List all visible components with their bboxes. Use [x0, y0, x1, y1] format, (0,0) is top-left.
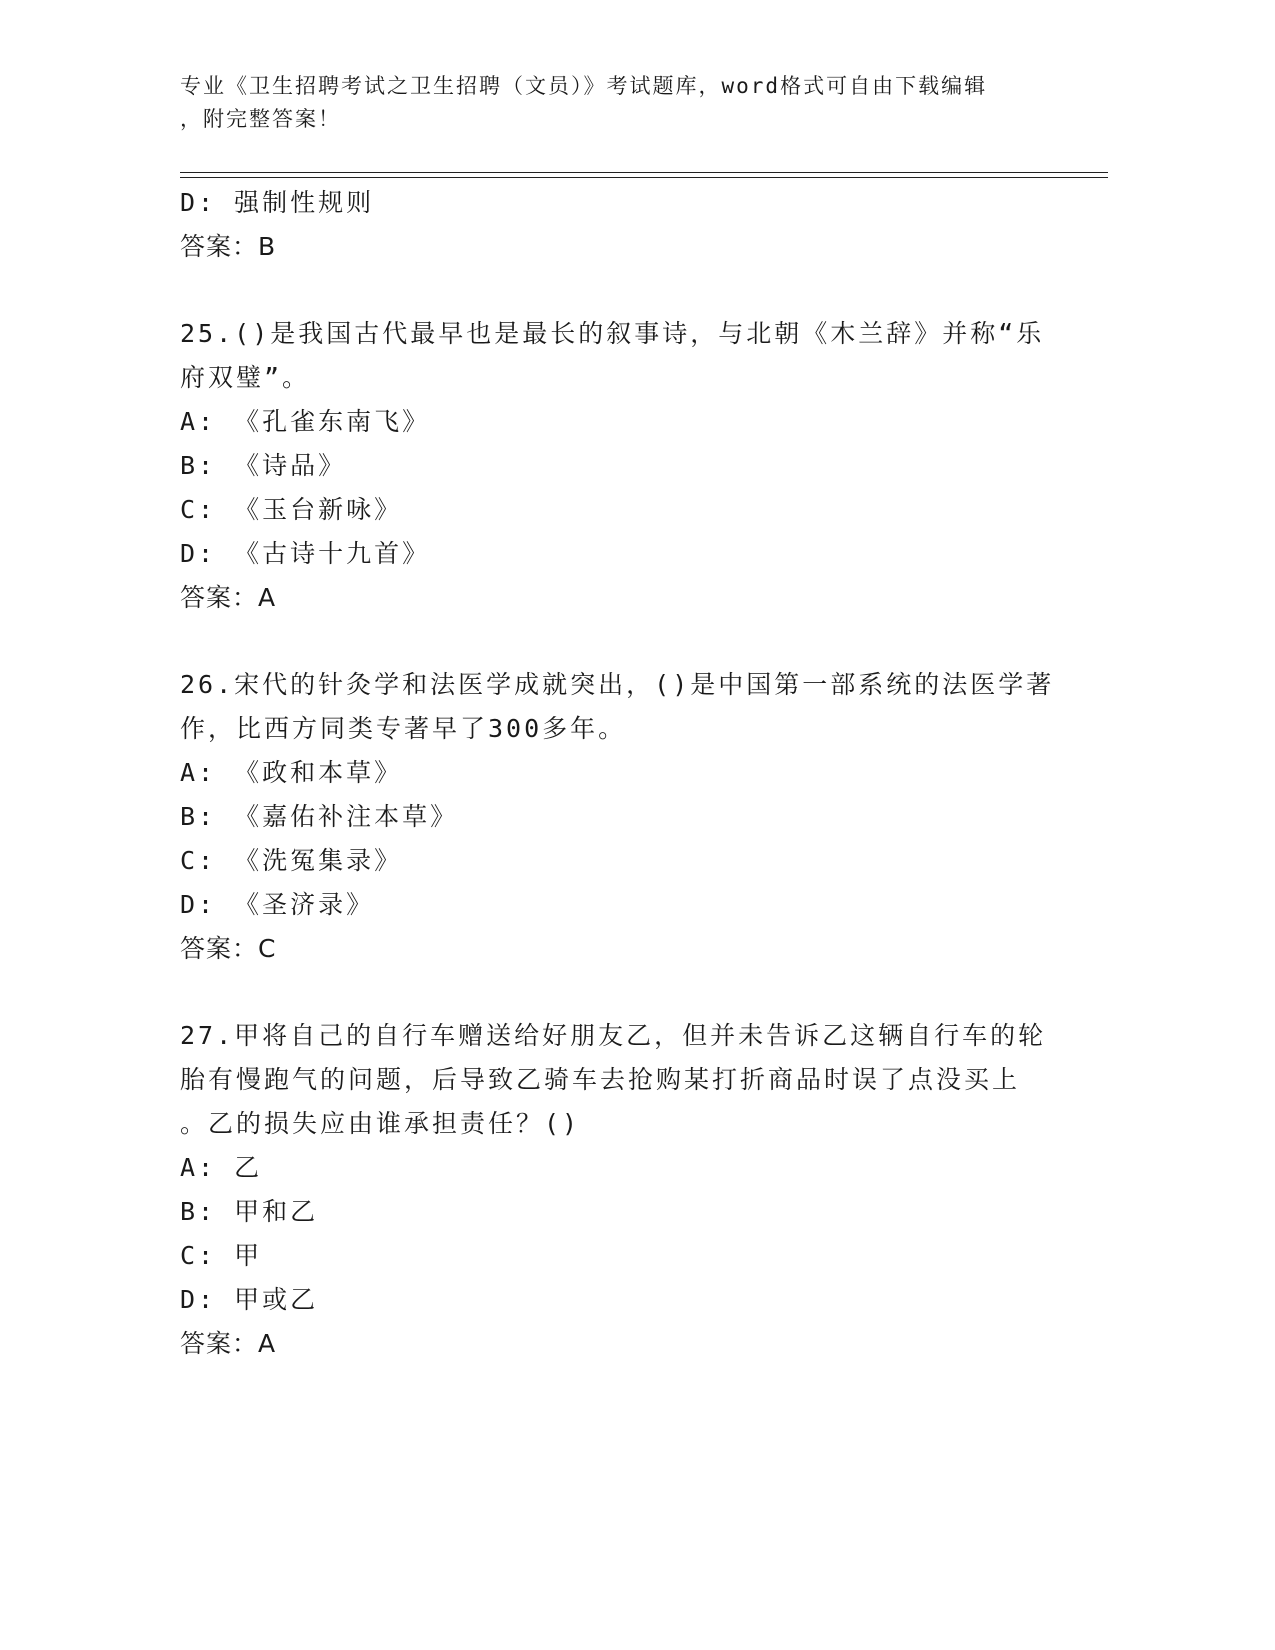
answer-line: 答案：C: [180, 934, 277, 963]
option-b: B: 《嘉佑补注本草》: [180, 802, 459, 831]
option-a: A: 《政和本草》: [180, 758, 403, 787]
option-d: D: 《圣济录》: [180, 890, 375, 919]
option-c: C: 《洗冤集录》: [180, 846, 403, 875]
question-text-line: 作，比西方同类专著早了300多年。: [180, 714, 627, 743]
option-b: B: 《诗品》: [180, 451, 347, 480]
question-content: [180, 183, 1060, 1368]
option-b: B: 甲和乙: [180, 1197, 319, 1226]
option-d: D: 强制性规则: [180, 188, 375, 217]
page-header: 专业《卫生招聘考试之卫生招聘（文员）》考试题库，word格式可自由下载编辑 ，附完整答案！: [180, 74, 988, 131]
option-c: C: 甲: [180, 1241, 263, 1270]
header-rule-bottom: [180, 177, 1108, 178]
question-block-27: [180, 1016, 1060, 1368]
option-a: A: 乙: [180, 1153, 263, 1182]
question-text-line: 25.()是我国古代最早也是最长的叙事诗，与北朝《木兰辞》并称“乐: [180, 319, 1045, 348]
option-c: C: 《玉台新咏》: [180, 495, 403, 524]
header-rule-top: [180, 172, 1108, 173]
question-text-line: 。乙的损失应由谁承担责任？(): [180, 1109, 581, 1138]
option-d: D: 甲或乙: [180, 1285, 319, 1314]
question-text-line: 27.甲将自己的自行车赠送给好朋友乙，但并未告诉乙这辆自行车的轮: [180, 1021, 1047, 1050]
spacer: [180, 271, 1060, 314]
option-d: D: 《古诗十九首》: [180, 539, 431, 568]
question-text-line: 胎有慢跑气的问题，后导致乙骑车去抢购某打折商品时误了点没买上: [180, 1065, 1021, 1094]
spacer: [180, 973, 1060, 1016]
question-text-line: 26.宋代的针灸学和法医学成就突出，()是中国第一部系统的法医学著: [180, 670, 1055, 699]
answer-line: 答案：B: [180, 232, 277, 261]
question-block-26: [180, 665, 1060, 973]
question-block-25: [180, 314, 1060, 622]
answer-line: 答案：A: [180, 1329, 277, 1358]
question-text-line: 府双璧”。: [180, 363, 311, 392]
answer-line: 答案：A: [180, 583, 277, 612]
spacer: [180, 622, 1060, 665]
option-a: A: 《孔雀东南飞》: [180, 407, 431, 436]
